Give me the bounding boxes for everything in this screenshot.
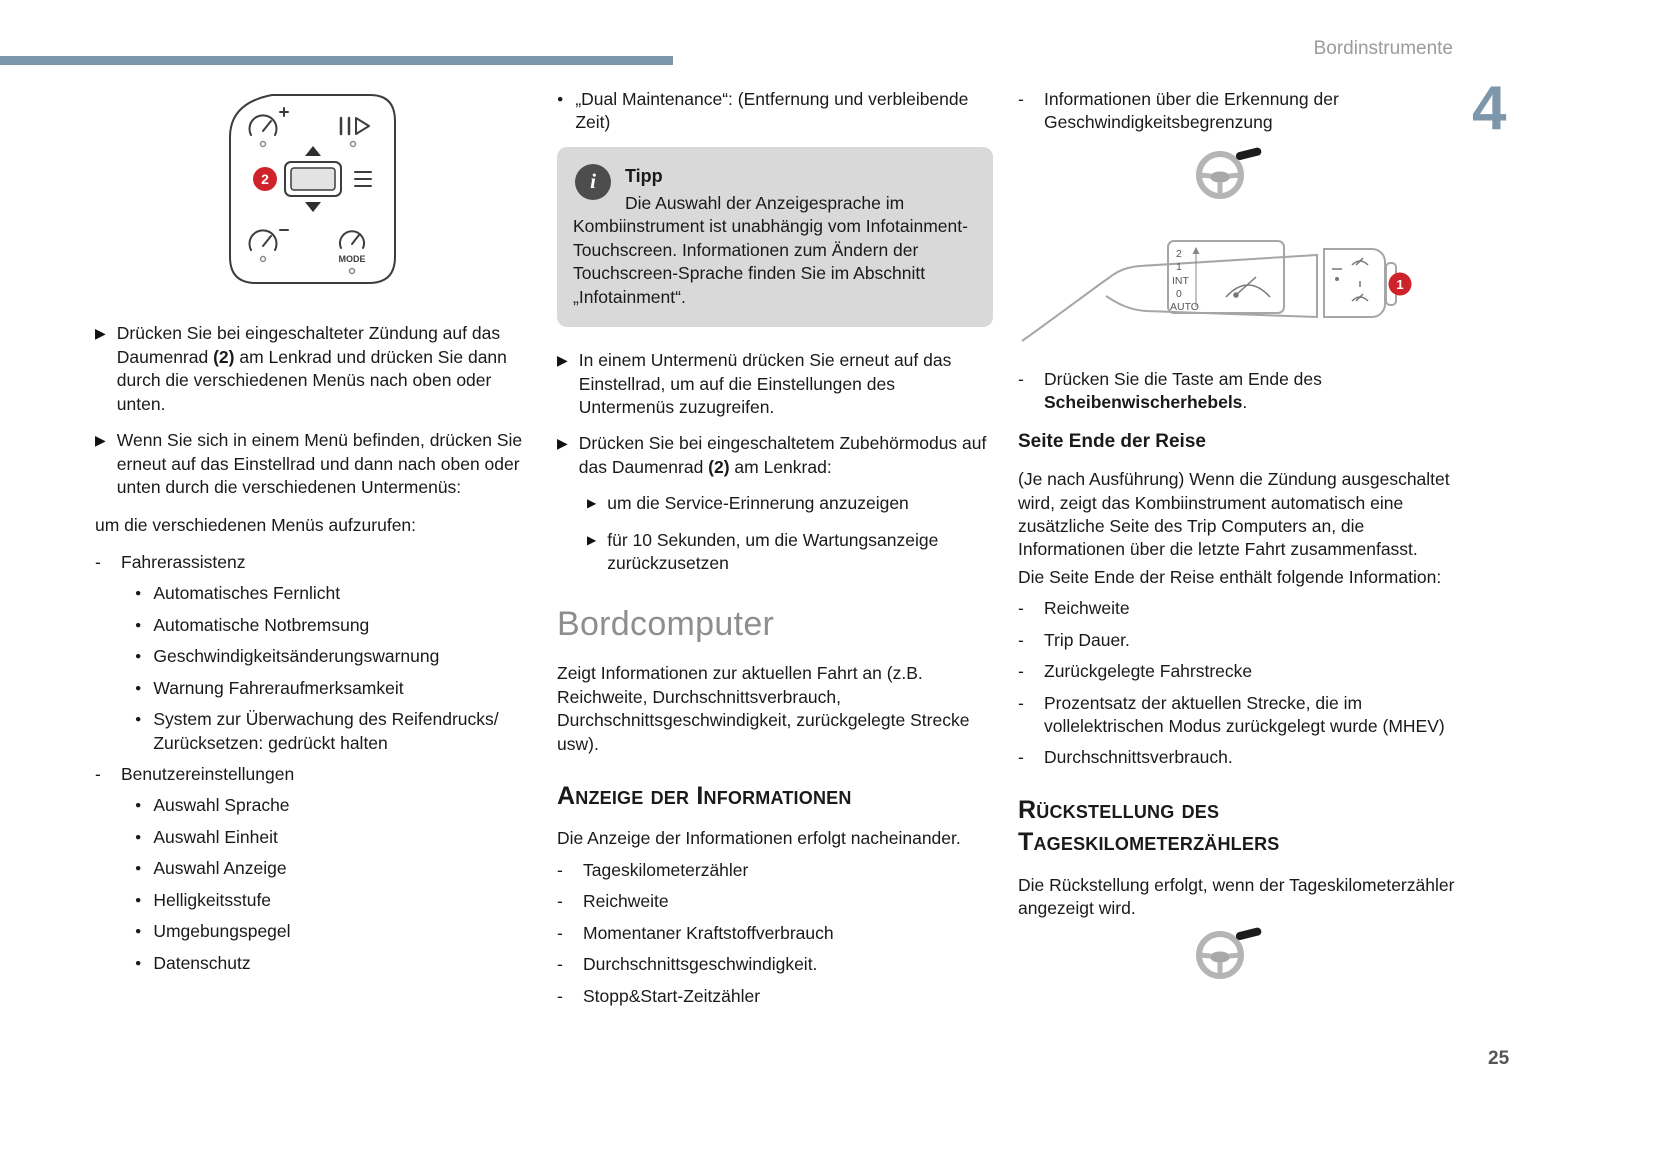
steering-wheel-icon [1186,925,1264,981]
list-item [135,708,537,755]
list-item [135,826,537,849]
bordcomputer-description: Zeigt Informationen zur aktuellen Fahrt an (z.B. Reichweite, Durchschnittsverbrauch, Durchschnittsgeschwindigkeit, zurückgelegte Strecke usw). [557,663,970,754]
item-text-part: . [1242,392,1248,413]
list-item [135,952,537,975]
bullet-icon: ● [135,925,142,938]
list-item-text: „Dual Maintenance“: (Entfernung und verbleibende Zeit) [575,89,969,133]
menus-intro: um die verschiedenen Menüs aufzurufen: [95,514,417,535]
bullet-icon: ● [135,713,142,726]
page-number: 25 [1488,1048,1510,1069]
list-item [135,614,537,637]
stalk-position-labels [1170,248,1199,313]
end-cap-icons [1332,258,1368,301]
arrow-bullet-icon: ▶ [95,432,106,449]
arrow-bullet-icon: ▶ [557,435,568,452]
chapter-number: 4 [1472,74,1507,143]
instruction-step [95,322,537,416]
list-item [557,890,993,913]
list-item-text: Helligkeitsstufe [153,889,272,910]
dash-icon: - [1018,661,1024,682]
tip-title: Tipp [625,165,663,186]
steering-wheel-icon [1186,145,1264,201]
item-text-part: Drücken Sie die Taste am Ende des [1044,368,1322,389]
step-text: Wenn Sie sich in einem Menü befinden, drücken Sie erneut auf das Einstellrad und dann nach oben oder unten durch die verschiedenen Untermenüs: [116,430,523,498]
list-item-text: Datenschutz [153,952,251,973]
seite-description-1: (Je nach Ausführung) Wenn die Zündung ausgeschaltet wird, zeigt das Kombiinstrument automatisch eine zusätzliche Seite des Trip Computers an, die Informationen über die letzte Fahrt zusammenfasst. [1018,469,1450,560]
dash-icon: - [1018,368,1024,389]
info-icon: i [575,164,611,200]
dash-icon: - [557,922,563,943]
stalk-label-0: 0 [1176,288,1182,301]
menu-item [95,551,537,574]
control-pad-illustration [225,90,400,288]
list-item-text [1044,368,1464,415]
wiper-stalk-diagram [1016,215,1464,361]
bullet-icon: ● [135,830,142,843]
steering-wheel-stalk-pictogram [1186,145,1464,207]
wiper-stalk-illustration [1016,215,1414,355]
menu-item [95,763,537,786]
dash-icon: - [95,764,101,784]
trip-end-list [1018,597,1464,770]
list-item-text: Informationen über die Erkennung der Geschwindigkeitsbegrenzung [1044,89,1339,133]
dash-icon: - [1018,598,1024,619]
stalk-label-2: 2 [1176,248,1182,261]
bullet-icon: ● [135,956,142,969]
step-text-bold: (2) [213,346,235,367]
arrow-bullet-icon: ▶ [587,496,597,511]
steering-wheel-stalk-pictogram [1186,925,1464,987]
list-item-text: Reichweite [1044,598,1130,619]
list-item [557,88,993,135]
list-item-text: Reichweite [583,891,669,912]
bullet-icon: ● [135,587,142,600]
list-item [557,859,993,882]
bullet-icon: ● [135,862,142,875]
dash-icon: - [1018,747,1024,768]
list-item-text: Auswahl Sprache [153,795,290,816]
submenu-list [95,582,537,755]
stalk-label-int: INT [1172,275,1189,288]
list-item [135,857,537,880]
step-text-part: am Lenkrad und drücken Sie dann durch die verschiedenen Menüs nach oben oder unten. [116,346,507,414]
list-item-text: Auswahl Einheit [153,826,278,847]
menu-label: Benutzereinstellungen [121,764,295,784]
thumbwheel-roller [291,168,335,190]
list-item-text: Momentaner Kraftstoffverbrauch [583,922,834,943]
list-item-text: Automatische Notbremsung [153,614,370,635]
instruction-step [557,349,993,419]
step-text-part: Drücken Sie bei eingeschalteter Zündung auf das Daumenrad [116,323,501,367]
left-column [95,88,537,983]
stalk-label-1: 1 [1176,261,1182,274]
chapter-accent-bar [0,56,673,65]
stalk-axis-arrow-icon [1193,247,1200,254]
seite-description-2: Die Seite Ende der Reise enthält folgende Information: [1018,566,1442,587]
heading-anzeige-der-informationen: Anzeige der Informationen [557,781,852,810]
section-title-bordcomputer: Bordcomputer [557,604,775,643]
list-item [135,889,537,912]
list-item-text: Tageskilometerzähler [583,859,749,880]
list-item [1018,88,1464,135]
page-header-title: Bordinstrumente [1313,38,1453,59]
list-item [1018,660,1464,683]
tip-callout-box [557,147,993,327]
sub-instruction-step [587,529,993,576]
dash-icon: - [95,551,101,572]
list-item [1018,597,1464,620]
list-item [135,645,537,668]
dash-icon: - [1018,692,1024,713]
step-text [117,322,537,416]
item-text-bold: Scheibenwischerhebels [1044,392,1243,413]
dash-icon: - [557,954,563,975]
tip-text: Die Auswahl der Anzeigesprache im Kombiinstrument ist unabhängig vom Infotainment-Touchscreen. Informationen zum Ändern der Touchscreen-Sprache finden Sie im Abschnitt „Infotainment“. [573,192,968,307]
stalk-label-auto: AUTO [1170,301,1199,314]
callout-badge-1: 1 [1396,277,1404,293]
bullet-icon: ● [135,893,142,906]
list-item-text: Warnung Fahreraufmerksamkeit [153,677,404,698]
list-item [1018,368,1464,415]
list-item-text: Geschwindigkeitsänderungswarnung [153,646,440,667]
list-item [135,794,537,817]
list-item-text: Durchschnittsgeschwindigkeit. [583,954,818,975]
dash-icon: - [557,985,563,1006]
list-item-text: Stopp&Start-Zeitzähler [583,985,761,1006]
list-item [1018,629,1464,652]
heading-seite-ende-der-reise: Seite Ende der Reise [1018,430,1206,452]
step-text: In einem Untermenü drücken Sie erneut auf das Einstellrad, um auf die Einstellungen des Untermenüs zuzugreifen. [578,350,952,418]
menu-label: Fahrerassistenz [121,551,246,572]
step-text: für 10 Sekunden, um die Wartungsanzeige zurückzusetzen [607,529,939,574]
list-item-text: Auswahl Anzeige [153,858,287,879]
submenu-list [95,794,537,975]
list-item-text: Umgebungspegel [153,921,291,942]
list-item [135,677,537,700]
heading-rueckstellung-tageskilometerzaehler: Rückstellung des Tageskilometerzählers [1018,795,1280,857]
list-item [557,953,993,976]
mode-label: MODE [338,254,366,264]
dash-icon: - [557,859,563,880]
list-item-text: Zurückgelegte Fahrstrecke [1044,661,1253,682]
list-item [1018,692,1464,739]
list-item [1018,746,1464,769]
instruction-step [557,432,993,479]
right-column [1018,88,1464,991]
list-item [135,582,537,605]
list-item [557,922,993,945]
list-item-text: Durchschnittsverbrauch. [1044,747,1233,768]
list-item-text: System zur Überwachung des Reifendrucks/ Zurücksetzen: gedrückt halten [153,709,499,753]
step-text [579,432,993,479]
step-text-part: am Lenkrad: [729,456,832,477]
list-item-text: Prozentsatz der aktuellen Strecke, die im vollelektrischen Modus zurückgelegt wurde (MHEV) [1044,692,1445,737]
step-text: um die Service-Erinnerung anzuzeigen [607,493,909,514]
info-display-list [557,859,993,1008]
dash-icon: - [1018,629,1024,650]
bullet-icon: ● [135,618,142,631]
wiper-glyph-icon [1226,277,1270,297]
bullet-icon: ● [557,93,564,105]
sub-step-list [557,492,993,575]
list-item [557,985,993,1008]
dash-icon: - [557,891,563,912]
dash-icon: - [1018,89,1024,109]
step-text-part: Drücken Sie bei eingeschaltetem Zubehörmodus auf das Daumenrad [578,433,987,477]
list-item-text: Automatisches Fernlicht [153,583,341,604]
step-text-bold: (2) [708,456,730,477]
bullet-icon: ● [135,799,142,812]
middle-column [557,88,993,1016]
list-item [135,920,537,943]
sub-instruction-step [587,492,993,515]
bullet-icon: ● [135,681,142,694]
bullet-icon: ● [135,650,142,663]
arrow-bullet-icon: ▶ [587,532,597,547]
list-item-text: Trip Dauer. [1044,629,1130,650]
arrow-bullet-icon: ▶ [557,352,568,369]
arrow-bullet-icon: ▶ [95,325,106,342]
steering-wheel-controls-diagram [225,90,537,294]
callout-badge-2: 2 [261,171,269,187]
anzeige-description: Die Anzeige der Informationen erfolgt nacheinander. [557,828,961,849]
rueckstellung-description: Die Rückstellung erfolgt, wenn der Tageskilometerzähler angezeigt wird. [1018,874,1455,919]
instruction-step [95,429,537,499]
